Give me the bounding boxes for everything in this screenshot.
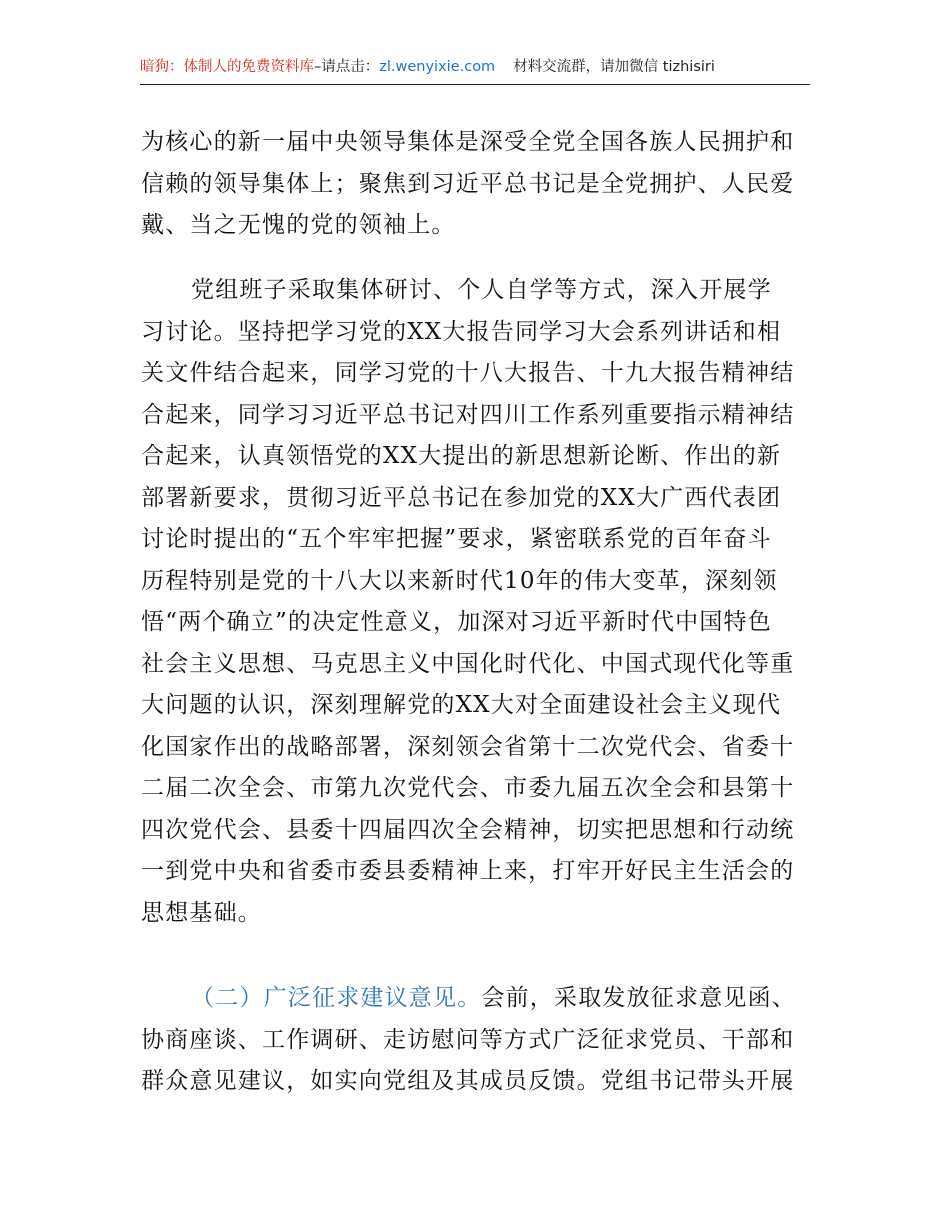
header-contact: 材料交流群，请加微信 tizhisiri bbox=[513, 59, 715, 75]
text-line: 一到党中央和省委市委县委精神上来，打牢开好民主生活会的 bbox=[141, 858, 795, 884]
text-line: 合起来，认真领悟党的XX大提出的新思想新论断、作出的新 bbox=[141, 443, 782, 469]
page-header bbox=[140, 52, 810, 85]
text-line: 群众意见建议，如实向党组及其成员反馈。党组书记带头开展 bbox=[141, 1068, 795, 1094]
text-line: 四次党代会、县委十四届四次全会精神，切实把思想和行动统 bbox=[141, 816, 795, 843]
text-line: 戴、当之无愧的党的领袖上。 bbox=[141, 212, 456, 238]
text-line: 合起来，同学习习近平总书记对四川工作系列重要指示精神结 bbox=[141, 401, 795, 428]
text-line: 思想基础。 bbox=[141, 899, 262, 926]
text-line: 部署新要求，贯彻习近平总书记在参加党的XX大广西代表团 bbox=[141, 484, 782, 511]
header-click-label: –请点击： bbox=[314, 59, 380, 75]
text-line: 化国家作出的战略部署，深刻领会省第十二次党代会、省委十 bbox=[141, 733, 795, 760]
paragraph-study-discussion bbox=[141, 270, 813, 934]
text-line bbox=[141, 978, 813, 1020]
text-line: 历程特别是党的十八大以来新时代10年的伟大变革，深刻领 bbox=[141, 567, 778, 594]
text-line: 讨论时提出的“五个牢牢把握”要求，紧密联系党的百年奋斗 bbox=[141, 526, 772, 552]
text-line: 信赖的领导集体上；聚焦到习近平总书记是全党拥护、人民爱 bbox=[141, 170, 795, 197]
text-line: 党组班子采取集体研讨、个人自学等方式，深入开展学 bbox=[191, 277, 772, 303]
heading-line-rest: 会前，采取发放征求意见函、 bbox=[481, 985, 797, 1011]
text-line: 为核心的新一届中央领导集体是深受全党全国各族人民拥护和 bbox=[141, 129, 795, 155]
paragraph-continuation bbox=[141, 122, 813, 247]
text-line: 关文件结合起来，同学习党的十八大报告、十九大报告精神结 bbox=[141, 360, 795, 386]
header-site-label: 暗狗：体制人的免费资料库 bbox=[140, 59, 314, 75]
header-url-link[interactable]: zl.wenyixie.com bbox=[379, 59, 496, 75]
section-heading: （二）广泛征求建议意见。 bbox=[191, 985, 482, 1011]
text-line: 协商座谈、工作调研、走访慰问等方式广泛征求党员、干部和 bbox=[141, 1026, 795, 1053]
text-line: 社会主义思想、马克思主义中国化时代化、中国式现代化等重 bbox=[141, 650, 795, 677]
text-line: 习讨论。坚持把学习党的XX大报告同学习大会系列讲话和相 bbox=[141, 318, 782, 345]
paragraph-solicit-opinions bbox=[141, 978, 813, 1103]
text-line: 悟“两个确立”的决定性意义，加深对习近平新时代中国特色 bbox=[141, 609, 772, 635]
text-line: 二届二次全会、市第九次党代会、市委九届五次全会和县第十 bbox=[141, 775, 795, 801]
text-line: 大问题的认识，深刻理解党的XX大对全面建设社会主义现代 bbox=[141, 692, 782, 718]
